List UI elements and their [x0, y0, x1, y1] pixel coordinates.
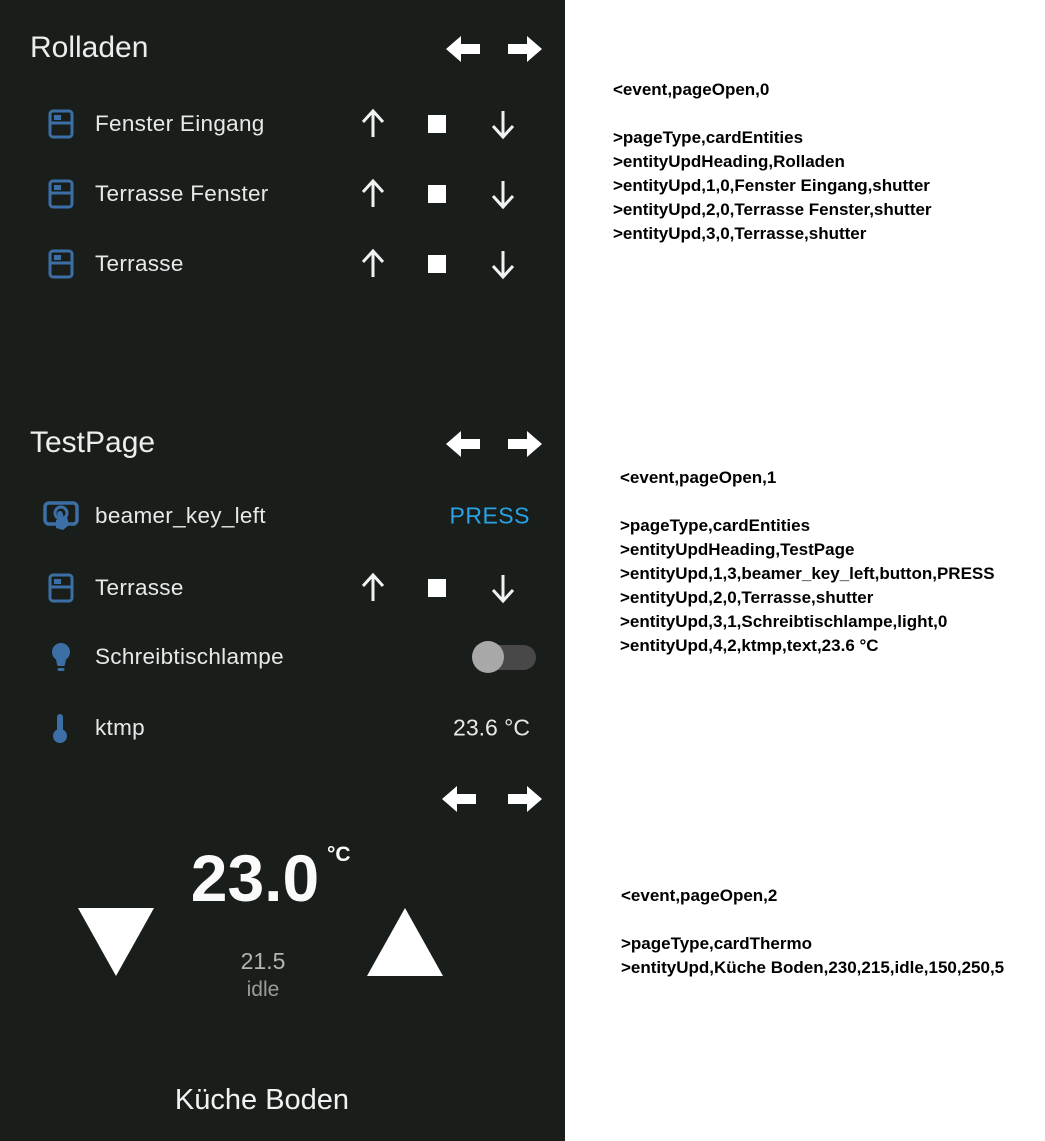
arrow-left-icon: [444, 427, 482, 461]
shutter-up-button[interactable]: [355, 106, 391, 142]
shutter-down-button[interactable]: [485, 570, 521, 606]
protocol-line: [620, 490, 995, 514]
shutter-down-button[interactable]: [485, 246, 521, 282]
protocol-block-page1: [620, 466, 995, 658]
protocol-line: >entityUpd,4,2,ktmp,text,23.6 °C: [620, 636, 879, 655]
shutter-icon: [45, 572, 77, 604]
protocol-line: >entityUpd,3,0,Terrasse,shutter: [613, 224, 867, 243]
entity-row-shutter: [0, 553, 565, 623]
entity-label: Fenster Eingang: [95, 111, 265, 136]
entity-label: ktmp: [95, 715, 145, 740]
current-temperature: 23.0: [190, 841, 320, 915]
arrow-up-icon: [355, 106, 391, 142]
nav-right-button[interactable]: [506, 32, 544, 66]
temp-increase-button[interactable]: [367, 908, 443, 976]
shutter-icon: [45, 178, 77, 210]
entity-row-light: [0, 622, 565, 692]
thermostat-name: Küche Boden: [174, 1084, 350, 1116]
nav-left-button[interactable]: [444, 427, 482, 461]
shutter-up-button[interactable]: [355, 176, 391, 212]
protocol-line: >pageType,cardEntities: [613, 128, 804, 147]
arrow-down-icon: [485, 570, 521, 606]
nav-left-button[interactable]: [444, 32, 482, 66]
light-toggle[interactable]: [472, 641, 536, 673]
entity-row-button: [0, 481, 565, 551]
protocol-line: <event,pageOpen,1: [620, 468, 777, 487]
arrow-down-icon: [485, 106, 521, 142]
hvac-state: idle: [246, 978, 280, 1001]
shutter-stop-button[interactable]: [428, 185, 446, 203]
protocol-line: >entityUpdHeading,Rolladen: [613, 152, 845, 171]
protocol-line: <event,pageOpen,2: [621, 886, 778, 905]
protocol-line: >pageType,cardThermo: [621, 934, 812, 953]
arrow-right-icon: [506, 782, 544, 816]
protocol-line: >pageType,cardEntities: [620, 516, 811, 535]
entity-label: Schreibtischlampe: [95, 644, 284, 669]
arrow-down-icon: [485, 246, 521, 282]
temperature-unit: °C: [327, 843, 351, 866]
nav-right-button[interactable]: [506, 782, 544, 816]
page-title-rolladen: Rolladen: [30, 31, 149, 64]
protocol-line: >entityUpd,2,0,Terrasse,shutter: [620, 588, 874, 607]
shutter-icon: [45, 108, 77, 140]
entity-row-shutter: [0, 89, 565, 159]
temp-decrease-button[interactable]: [78, 908, 154, 976]
entity-label: beamer_key_left: [95, 503, 266, 528]
protocol-line: >entityUpd,2,0,Terrasse Fenster,shutter: [613, 200, 932, 219]
arrow-left-icon: [440, 782, 478, 816]
arrow-up-icon: [355, 246, 391, 282]
entity-row-text: [0, 693, 565, 763]
protocol-line: >entityUpdHeading,TestPage: [620, 540, 855, 559]
gesture-tap-button-icon: [42, 499, 80, 533]
entity-label: Terrasse: [95, 575, 184, 600]
arrow-right-icon: [506, 427, 544, 461]
protocol-line: >entityUpd,1,3,beamer_key_left,button,PRESS: [620, 564, 995, 583]
entity-row-shutter: [0, 159, 565, 229]
shutter-icon: [45, 248, 77, 280]
entity-label: Terrasse: [95, 251, 184, 276]
shutter-up-button[interactable]: [355, 570, 391, 606]
protocol-line: >entityUpd,Küche Boden,230,215,idle,150,250,5: [621, 958, 1005, 977]
target-temperature: 21.5: [240, 948, 286, 974]
shutter-stop-button[interactable]: [428, 579, 446, 597]
protocol-block-page0: [613, 78, 932, 246]
shutter-stop-button[interactable]: [428, 115, 446, 133]
sensor-value: 23.6 °C: [453, 714, 530, 741]
nav-left-button[interactable]: [440, 782, 478, 816]
shutter-stop-button[interactable]: [428, 255, 446, 273]
arrow-left-icon: [444, 32, 482, 66]
shutter-up-button[interactable]: [355, 246, 391, 282]
arrow-down-icon: [485, 176, 521, 212]
nav-right-button[interactable]: [506, 427, 544, 461]
thermometer-icon: [52, 712, 68, 744]
protocol-line: >entityUpd,1,0,Fenster Eingang,shutter: [613, 176, 930, 195]
protocol-line: >entityUpd,3,1,Schreibtischlampe,light,0: [620, 612, 948, 631]
arrow-right-icon: [506, 32, 544, 66]
page-title-testpage: TestPage: [30, 426, 156, 459]
arrow-up-icon: [355, 176, 391, 212]
entity-row-shutter: [0, 229, 565, 299]
shutter-down-button[interactable]: [485, 106, 521, 142]
arrow-up-icon: [355, 570, 391, 606]
shutter-down-button[interactable]: [485, 176, 521, 212]
toggle-knob: [472, 641, 504, 673]
press-button[interactable]: PRESS: [449, 502, 530, 529]
protocol-line: [613, 102, 932, 126]
lightbulb-icon: [48, 641, 74, 673]
protocol-line: [621, 908, 1004, 932]
protocol-block-page2: [621, 884, 1004, 980]
entity-label: Terrasse Fenster: [95, 181, 269, 206]
protocol-line: <event,pageOpen,0: [613, 80, 770, 99]
